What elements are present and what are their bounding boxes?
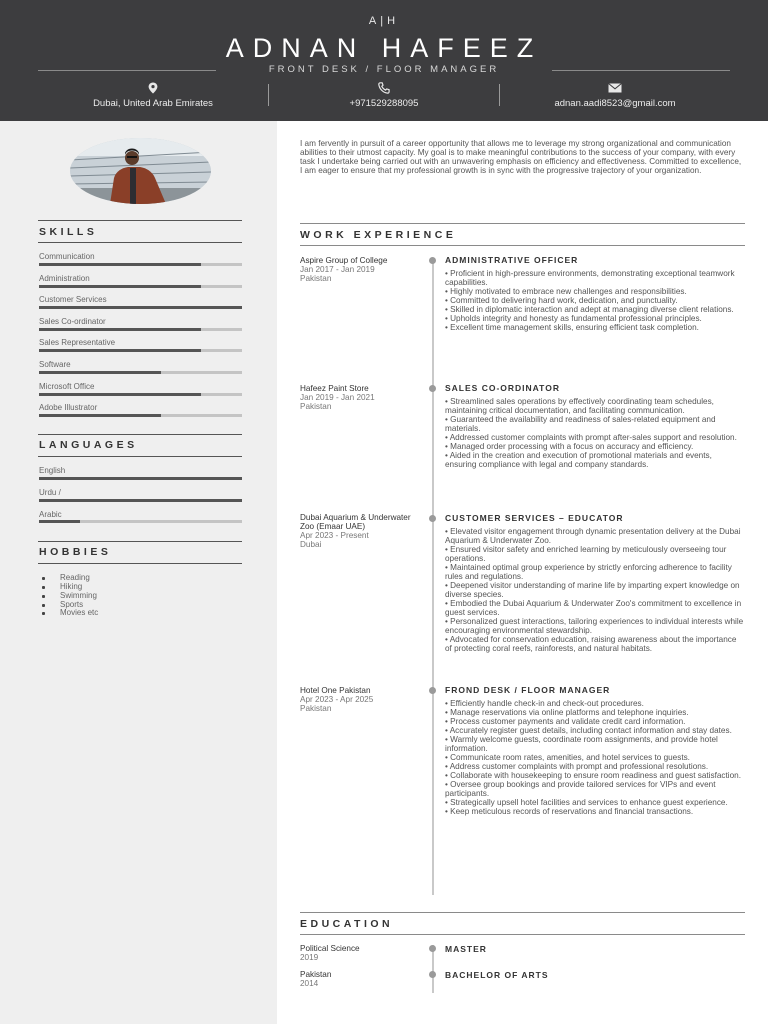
- job-bullet: • Excellent time management skills, ensuring efficient task completion.: [445, 323, 699, 332]
- envelope-icon: [608, 82, 622, 94]
- experience-divider: [300, 223, 745, 224]
- hobby-item: Swimming: [60, 591, 97, 600]
- job-dates: Apr 2023 - Present: [300, 531, 369, 540]
- job-entry: [445, 255, 745, 332]
- job-bullet: • Personalized guest interactions, tailoring experiences to individual interests while encouraging environmental stewardship.: [445, 617, 744, 635]
- job-bullet: • Manage reservations via online platforms and telephone inquiries.: [445, 708, 689, 717]
- contact-email: [500, 82, 730, 108]
- job-company-block: [300, 256, 420, 283]
- education-degree: BACHELOR OF ARTS: [445, 970, 549, 980]
- skill-label: Communication: [39, 252, 95, 261]
- job-bullet: • Deepened visitor understanding of marine life by imparting expert knowledge on diverse species.: [445, 581, 740, 599]
- skill-label: Adobe Illustrator: [39, 403, 98, 412]
- job-company-block: [300, 513, 420, 549]
- bullet-icon: [42, 612, 45, 615]
- skill-bar-fill: [39, 306, 242, 309]
- language-bar: [39, 477, 242, 480]
- bullet-icon: [42, 595, 45, 598]
- skill-bar: [39, 285, 242, 288]
- timeline-dot: [429, 257, 436, 264]
- job-bullet: • Streamlined sales operations by effectively coordinating team schedules, maintaining critical documentation, and facilitating communication.: [445, 397, 714, 415]
- sidebar: [0, 121, 277, 1024]
- job-bullet: • Warmly welcome guests, coordinate room assignments, and provide hotel information.: [445, 735, 718, 753]
- hobby-item: Reading: [60, 573, 90, 582]
- job-bullet: • Embodied the Dubai Aquarium & Underwater Zoo's commitment to excellence in guest services.: [445, 599, 742, 617]
- job-role: SALES CO-ORDINATOR: [445, 383, 560, 393]
- hobby-item: Sports: [60, 600, 84, 609]
- skill-label: Administration: [39, 274, 90, 283]
- timeline-dot: [429, 945, 436, 952]
- job-location: Pakistan: [300, 402, 332, 411]
- job-company-block: [300, 686, 420, 713]
- skill-label: Sales Representative: [39, 338, 116, 347]
- job-dates: Jan 2017 - Jan 2019: [300, 265, 375, 274]
- skill-bar: [39, 371, 242, 374]
- job-bullet: • Keep meticulous records of reservations and financial transactions.: [445, 807, 694, 816]
- language-bar-fill: [39, 477, 242, 480]
- language-bar-fill: [39, 520, 80, 523]
- language-label: Arabic: [39, 510, 62, 519]
- email-text[interactable]: adnan.aadi8523@gmail.com: [554, 98, 676, 109]
- education-degree: MASTER: [445, 944, 487, 954]
- timeline-dot: [429, 385, 436, 392]
- bullet-icon: [42, 604, 45, 607]
- hobby-item: Movies etc: [60, 608, 99, 617]
- skill-bar-fill: [39, 263, 201, 266]
- monogram: A|H: [368, 15, 400, 27]
- job-bullet: • Advocated for conservation education, raising awareness about the importance of protecting coral reefs, rainforests, and natural habitats.: [445, 635, 737, 653]
- education-timeline: [432, 945, 434, 993]
- bullet-icon: [42, 577, 45, 580]
- skill-label: Software: [39, 360, 71, 369]
- hobbies-divider: [38, 563, 242, 564]
- job-bullet: • Oversee group bookings and provide tailored services for VIPs and event participants.: [445, 780, 716, 798]
- skill-bar-fill: [39, 285, 201, 288]
- avatar: [70, 138, 211, 204]
- education-entry-left: [300, 970, 420, 988]
- job-entry: [445, 685, 745, 816]
- skill-bar-fill: [39, 393, 201, 396]
- job-company: Hafeez Paint Store: [300, 384, 369, 393]
- experience-title: WORK EXPERIENCE: [300, 229, 457, 241]
- education-field: Political Science: [300, 944, 360, 953]
- education-year: 2019: [300, 953, 319, 962]
- hobbies-divider: [38, 541, 242, 542]
- skill-label: Sales Co-ordinator: [39, 317, 106, 326]
- location-text: Dubai, United Arab Emirates: [93, 98, 213, 109]
- skill-label: Microsoft Office: [39, 382, 95, 391]
- job-bullet: • Aided in the creation and execution of promotional materials and events, ensuring compliance with legal and company standards.: [445, 451, 712, 469]
- experience-divider: [300, 245, 745, 246]
- skill-bar-fill: [39, 328, 201, 331]
- education-entry-left: [300, 944, 420, 962]
- profile-photo: [70, 138, 211, 204]
- education-field: Pakistan: [300, 970, 332, 979]
- job-dates: Jan 2019 - Jan 2021: [300, 393, 375, 402]
- timeline-dot: [429, 687, 436, 694]
- education-divider: [300, 912, 745, 913]
- education-year: 2014: [300, 979, 319, 988]
- job-bullet: • Addressed customer complaints with prompt after-sales support and resolution.: [445, 433, 737, 442]
- education-divider: [300, 934, 745, 935]
- language-bar: [39, 520, 242, 523]
- language-label: Urdu /: [39, 488, 61, 497]
- job-location: Pakistan: [300, 704, 332, 713]
- map-pin-icon: [147, 82, 159, 94]
- job-role: FROND DESK / FLOOR MANAGER: [445, 685, 611, 695]
- languages-title: LANGUAGES: [39, 439, 138, 451]
- profile-summary: I am fervently in pursuit of a career opportunity that allows me to leverage my strong organizational and communication abilities to their utmost capacity. My goal is to make meaningful contributions to the success of your company, with every task I undertake being carried out with an unwavering emphasis on efficiency and effectiveness. Committed to excellence, I am eager to ensure that my professional growth is in sync with the progressive trajectory of your organization.: [300, 139, 742, 175]
- education-title: EDUCATION: [300, 918, 394, 930]
- skill-bar: [39, 328, 242, 331]
- job-role: ADMINISTRATIVE OFFICER: [445, 255, 579, 265]
- job-entry: [445, 383, 745, 469]
- job-company: Hotel One Pakistan: [300, 686, 371, 695]
- contact-phone: [270, 82, 498, 108]
- language-label: English: [39, 466, 66, 475]
- job-company: Dubai Aquarium & Underwater Zoo (Emaar UAE): [300, 513, 411, 531]
- job-bullet: • Address customer complaints with prompt and professional resolutions.: [445, 762, 709, 771]
- skill-bar: [39, 393, 242, 396]
- job-bullet: • Skilled in diplomatic interaction and adept at managing diverse client relations.: [445, 305, 734, 314]
- skills-divider: [38, 220, 242, 221]
- job-bullet: • Process customer payments and validate credit card information.: [445, 717, 686, 726]
- phone-text[interactable]: +971529288095: [349, 98, 419, 109]
- timeline-dot: [429, 971, 436, 978]
- skill-bar-fill: [39, 371, 161, 374]
- skill-bar: [39, 263, 242, 266]
- job-bullet: • Accurately register guest details, including contact information and stay dates.: [445, 726, 732, 735]
- job-bullet: • Collaborate with housekeeping to ensure room readiness and guest satisfaction.: [445, 771, 741, 780]
- languages-divider: [38, 456, 242, 457]
- job-bullet: • Ensured visitor safety and enriched learning by meticulously overseeing tour operations.: [445, 545, 727, 563]
- job-bullet: • Efficiently handle check-in and check-out procedures.: [445, 699, 644, 708]
- skills-title: SKILLS: [39, 226, 98, 238]
- job-bullet: • Proficient in high-pressure environments, demonstrating exceptional teamwork capabilities.: [445, 269, 735, 287]
- job-bullet: • Maintained optimal group experience by strictly enforcing adherence to facility rules and regulations.: [445, 563, 732, 581]
- skill-bar: [39, 349, 242, 352]
- job-location: Dubai: [300, 540, 322, 549]
- resume-header: [0, 0, 768, 121]
- job-bullet: • Committed to delivering hard work, dedication, and punctuality.: [445, 296, 678, 305]
- hobby-item: Hiking: [60, 582, 83, 591]
- job-bullet: • Guaranteed the availability and readiness of sales-related equipment and materials.: [445, 415, 716, 433]
- job-entry: [445, 513, 745, 653]
- skill-label: Customer Services: [39, 295, 107, 304]
- contact-location: [38, 82, 268, 108]
- job-company-block: [300, 384, 420, 411]
- job-company: Aspire Group of College: [300, 256, 388, 265]
- job-bullet: • Elevated visitor engagement through dynamic presentation delivery at the Dubai Aquarium & Underwater Zoo.: [445, 527, 741, 545]
- skill-bar: [39, 414, 242, 417]
- skill-bar: [39, 306, 242, 309]
- skill-bar-fill: [39, 414, 161, 417]
- job-title: FRONT DESK / FLOOR MANAGER: [268, 64, 500, 75]
- job-location: Pakistan: [300, 274, 332, 283]
- hobbies-title: HOBBIES: [39, 546, 112, 558]
- languages-divider: [38, 434, 242, 435]
- language-bar-fill: [39, 499, 242, 502]
- job-role: CUSTOMER SERVICES – EDUCATOR: [445, 513, 624, 523]
- job-bullet: • Strategically upsell hotel facilities and services to enhance guest experience.: [445, 798, 728, 807]
- timeline-dot: [429, 515, 436, 522]
- job-dates: Apr 2023 - Apr 2025: [300, 695, 374, 704]
- bullet-icon: [42, 586, 45, 589]
- job-bullet: • Highly motivated to embrace new challenges and responsibilities.: [445, 287, 687, 296]
- job-bullet: • Upholds integrity and honesty as fundamental professional principles.: [445, 314, 702, 323]
- candidate-name: ADNAN HAFEEZ: [225, 33, 543, 63]
- job-bullet: • Communicate room rates, amenities, and hotel services to guests.: [445, 753, 690, 762]
- experience-timeline: [432, 258, 434, 895]
- skills-divider: [38, 242, 242, 243]
- skill-bar-fill: [39, 349, 201, 352]
- job-bullet: • Managed order processing with a focus on accuracy and efficiency.: [445, 442, 694, 451]
- language-bar: [39, 499, 242, 502]
- phone-icon: [378, 82, 390, 94]
- contact-divider: [268, 84, 269, 106]
